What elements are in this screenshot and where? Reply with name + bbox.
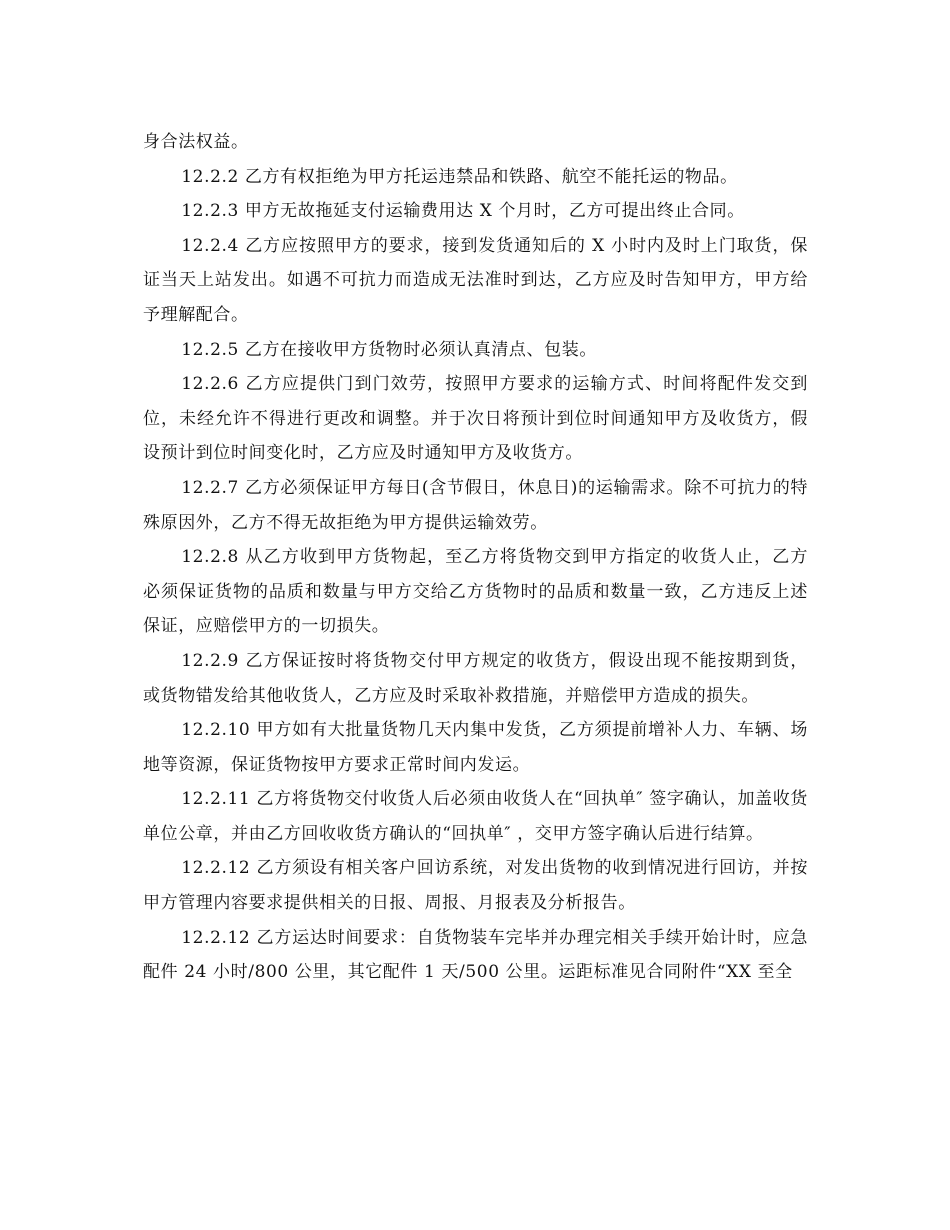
- contract-body: [143, 125, 808, 990]
- clause-12-2-10: 12.2.10 甲方如有大批量货物几天内集中发货，乙方须提前增补人力、车辆、场地等资源，保证货物按甲方要求正常时间内发运。: [143, 720, 808, 775]
- clause-12-2-3: 12.2.3 甲方无故拖延支付运输费用达 X 个月时，乙方可提出终止合同。: [181, 201, 745, 222]
- clause-12-2-11: 12.2.11 乙方将货物交付收货人后必须由收货人在“回执单″ 签字确认，加盖收货单位公章，并由乙方回收收货方确认的“回执单″ ，交甲方签字确认后进行结算。: [143, 789, 808, 844]
- clause-12-2-7: 12.2.7 乙方必须保证甲方每日(含节假日，休息日)的运输需求。除不可抗力的特殊原因外，乙方不得无故拒绝为甲方提供运输效劳。: [143, 477, 808, 533]
- clause-12-2-12-reporting: 12.2.12 乙方须设有相关客户回访系统，对发出货物的收到情况进行回访，并按甲方管理内容要求提供相关的日报、周报、月报表及分析报告。: [143, 858, 808, 914]
- clause-12-2-8: 12.2.8 从乙方收到甲方货物起，至乙方将货物交到甲方指定的收货人止，乙方必须保证货物的品质和数量与甲方交给乙方货物时的品质和数量一致，乙方违反上述保证，应赔偿甲方的一切损失。: [143, 547, 808, 637]
- clause-12-2-4: 12.2.4 乙方应按照甲方的要求，接到发货通知后的 X 小时内及时上门取货，保证当天上站发出。如遇不可抗力而造成无法准时到达，乙方应及时告知甲方，甲方给予理解配合。: [143, 235, 808, 325]
- clause-12-2-2: 12.2.2 乙方有权拒绝为甲方托运违禁品和铁路、航空不能托运的物品。: [181, 166, 738, 187]
- paragraph-continuation: 身合法权益。: [143, 132, 249, 152]
- clause-12-2-6: 12.2.6 乙方应提供门到门效劳，按照甲方要求的运输方式、时间将配件发交到位，未经允许不得进行更改和调整。并于次日将预计到位时间通知甲方及收货方，假设预计到位时间变化时，乙方应及时通知甲方及收货方。: [143, 374, 808, 464]
- clause-12-2-9: 12.2.9 乙方保证按时将货物交付甲方规定的收货方，假设出现不能按期到货，或货物错发给其他收货人，乙方应及时采取补救措施，并赔偿甲方造成的损失。: [143, 650, 808, 706]
- clause-12-2-12-delivery-time: 12.2.12 乙方运达时间要求：自货物装车完毕并办理完相关手续开始计时，应急配件 24 小时/800 公里，其它配件 1 天/500 公里。运距标准见合同附件“XX 至全: [143, 927, 808, 983]
- clause-12-2-5: 12.2.5 乙方在接收甲方货物时必须认真清点、包装。: [181, 339, 597, 360]
